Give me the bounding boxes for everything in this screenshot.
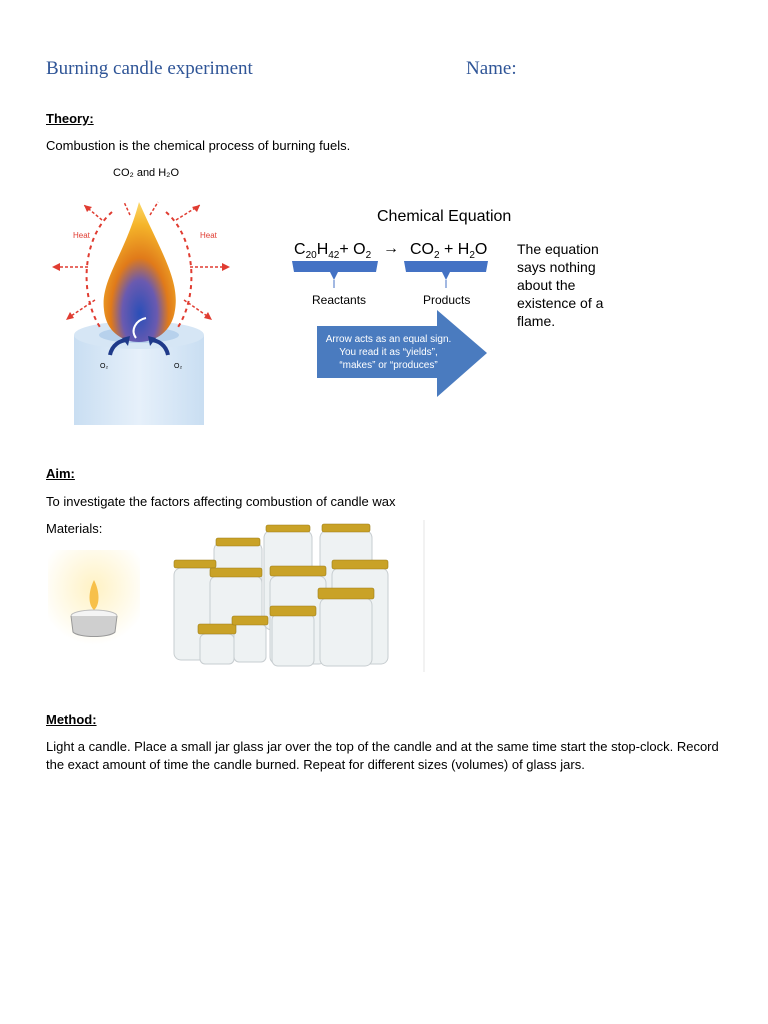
reactants-label: Reactants xyxy=(312,293,367,307)
name-label: Name: xyxy=(466,58,517,79)
equation-brackets xyxy=(290,258,520,298)
aim-text: To investigate the factors affecting combustion of candle wax xyxy=(46,494,396,509)
aim-heading: Aim: xyxy=(46,466,75,481)
flame-illustration xyxy=(40,160,260,430)
arrow-note-line-3: “makes” or “produces” xyxy=(339,360,438,371)
o2-label-right: O₂ xyxy=(174,363,183,370)
o2-label-left: O₂ xyxy=(100,363,109,370)
arrow-note-line-1: Arrow acts as an equal sign. xyxy=(325,334,452,345)
products-formula: $CO_2 + H_2O$ xyxy=(410,241,488,262)
glass-jars-image xyxy=(170,520,430,672)
candle-flame-diagram xyxy=(40,160,260,430)
method-text: Light a candle. Place a small jar glass jar over the top of the candle and at the same time start the stop-clock. Record the exact amount of time the candle burned. Repeat for different sizes (volumes) of glass jars. xyxy=(46,739,719,772)
equation-side-note: The equation says nothing about the existence of a flame. xyxy=(517,241,604,329)
theory-text: Combustion is the chemical process of burning fuels. xyxy=(46,138,351,153)
reactants-formula: $C_{20}H_{42}+ O_2$ xyxy=(294,241,372,262)
arrow-note xyxy=(316,333,461,372)
equation-title: Chemical Equation xyxy=(377,208,512,225)
page-title: Burning candle experiment xyxy=(46,58,253,79)
materials-label: Materials: xyxy=(46,521,103,536)
tealight-candle-image xyxy=(48,550,140,645)
heat-label-right: Heat xyxy=(200,231,217,240)
heat-label-left: Heat xyxy=(73,231,90,240)
equation-arrow-symbol: → xyxy=(383,240,399,257)
method-heading: Method: xyxy=(46,712,97,727)
arrow-note-line-2: You read it as “yields”, xyxy=(339,347,438,358)
theory-heading: Theory: xyxy=(46,111,94,126)
products-label: Products xyxy=(423,293,471,307)
flame-top-label: CO₂ and H₂O xyxy=(113,167,180,179)
